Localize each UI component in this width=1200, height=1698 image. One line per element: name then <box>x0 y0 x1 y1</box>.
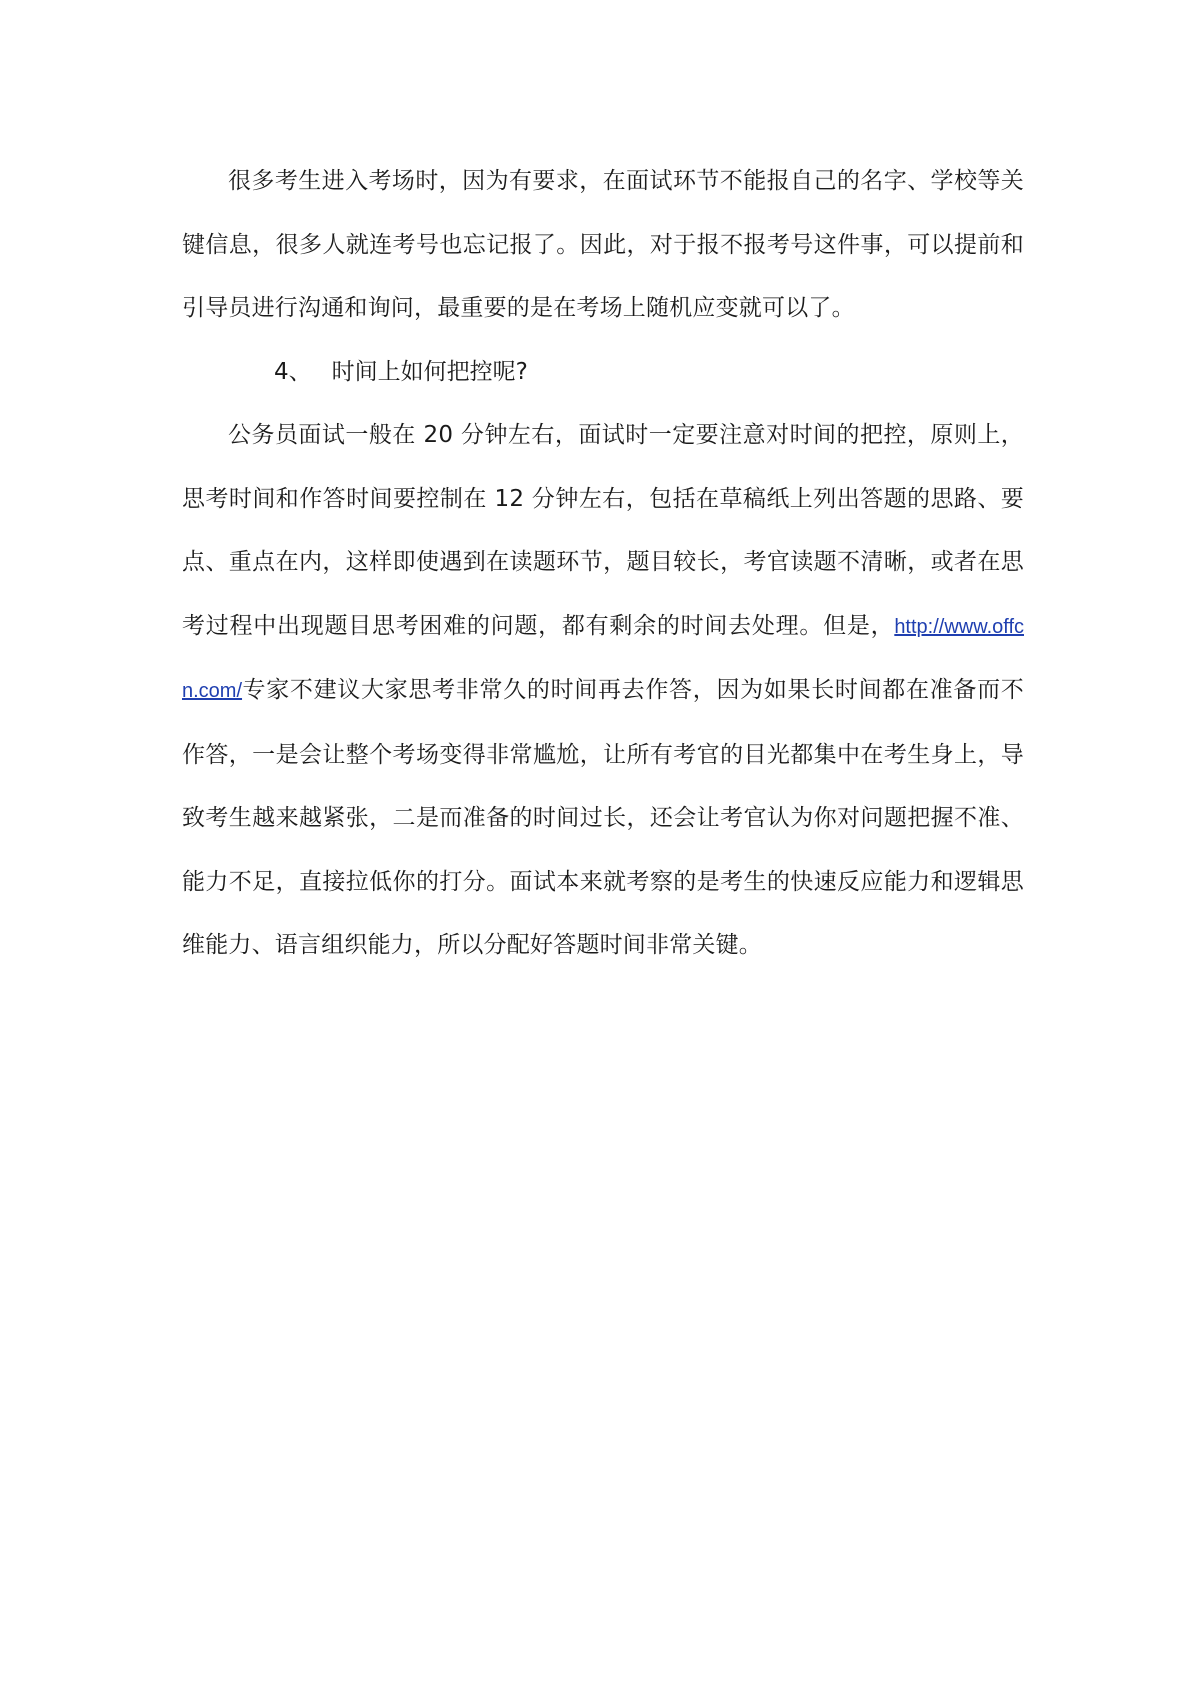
heading-text: 时间上如何把控呢? <box>331 358 528 385</box>
paragraph-exam-number: 很多考生进入考场时，因为有要求，在面试环节不能报自己的名字、学校等关键信息，很多人就连考号也忘记报了。因此，对于报不报考号这件事，可以提前和引导员进行沟通和询问，最重要的是在考场上随机应变就可以了。 <box>182 168 1024 321</box>
offcn-link[interactable]: http://www.offcn.com/ <box>182 615 1024 702</box>
section-heading <box>182 341 1024 405</box>
paragraph-time-control-continued: 专家不建议大家思考非常久的时间再去作答，因为如果长时间都在准备而不作答，一是会让整个考场变得非常尴尬，让所有考官的目光都集中在考生身上，导致考生越来越紧张，二是而准备的时间过长，还会让考官认为你对问题把握不准、能力不足，直接拉低你的打分。面试本来就考察的是考生的快速反应能力和逻辑思维能力、语言组织能力，所以分配好答题时间非常关键。 <box>182 677 1024 958</box>
heading-number: 4、 <box>274 358 312 385</box>
paragraph-time-control-text: 公务员面试一般在 20 分钟左右，面试时一定要注意对时间的把控，原则上，思考时间和作答时间要控制在 12 分钟左右，包括在草稿纸上列出答题的思路、要点、重点在内，这样即使遇到在读题环节，题目较长，考官读题不清晰，或者在思考过程中出现题目思考困难的问题，都有剩余的时间去处理。但是， <box>182 422 1024 639</box>
document-body <box>182 150 1024 978</box>
paragraph-time-control <box>182 404 1024 978</box>
